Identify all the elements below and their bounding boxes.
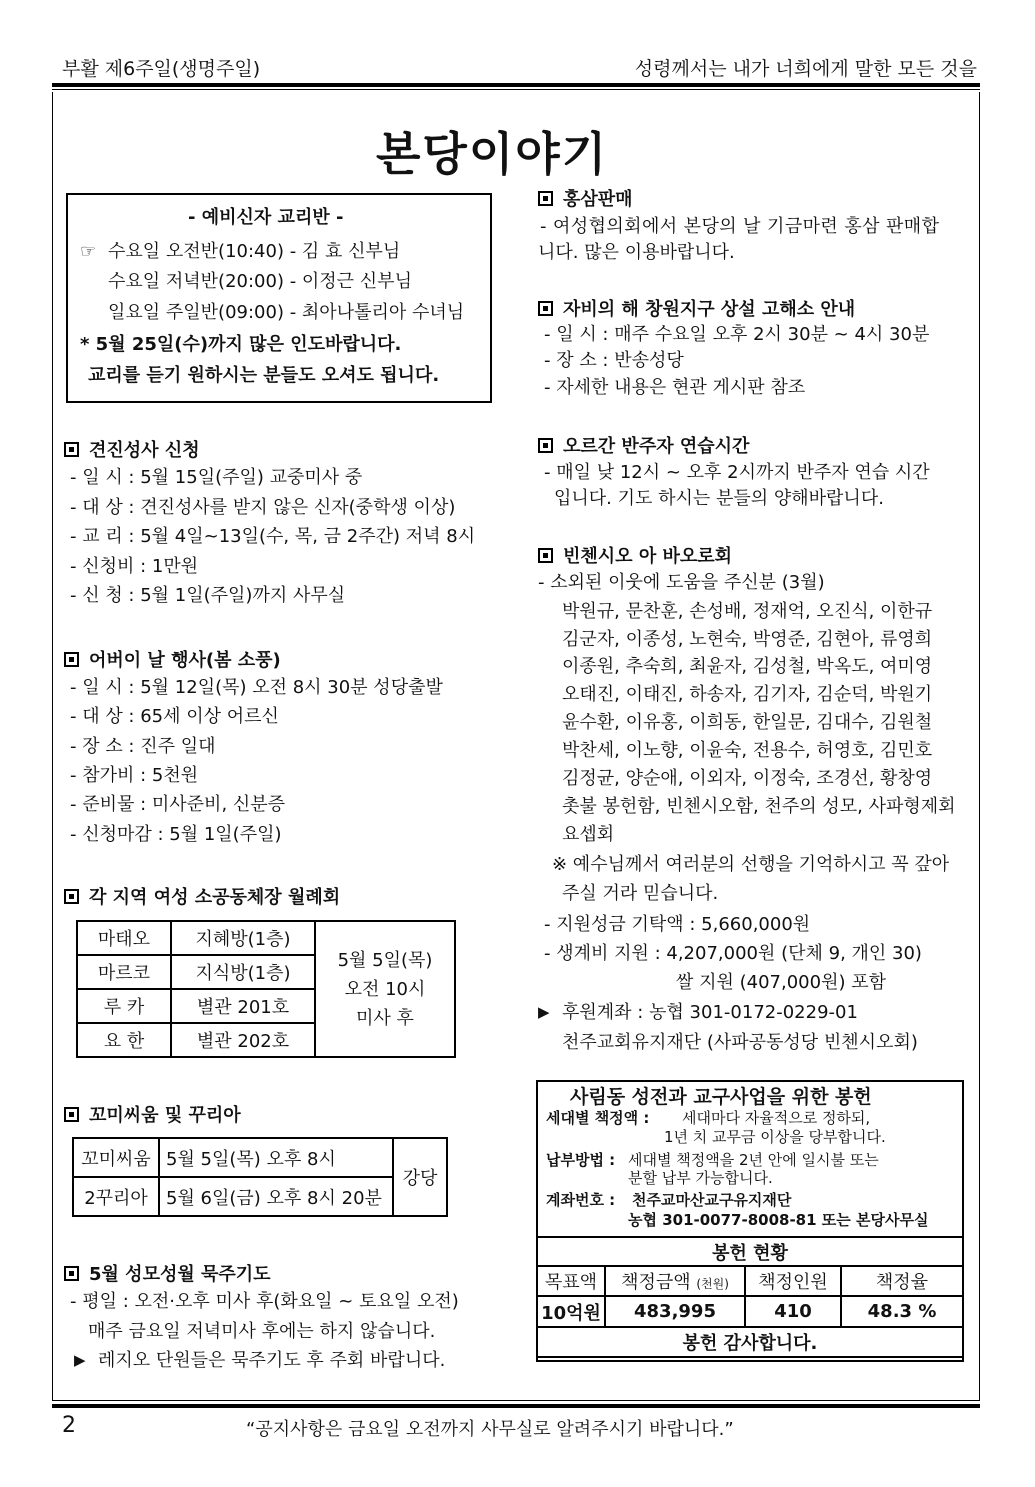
confirmation-line: - 교 리 : 5월 4일~13일(수, 목, 금 2주간) 저녁 8시	[70, 526, 476, 547]
organ-line: - 매일 낮 12시 ~ 오후 2시까지 반주자 연습 시간	[544, 462, 930, 483]
vincent-names: 요셉회	[562, 824, 615, 845]
square-bullet-icon	[64, 1266, 79, 1281]
vincent-account: 후원계좌 : 농협 301-0172-0229-01	[562, 1002, 858, 1023]
frame-top-rule-thin	[52, 89, 980, 90]
square-bullet-icon	[64, 442, 79, 457]
vincent-names: 박찬세, 이노향, 이윤숙, 전용수, 허영호, 김민호	[562, 740, 933, 761]
section-title: 빈첸시오 아 바오로회	[538, 542, 732, 568]
rosary-line: - 평일 : 오전·오후 미사 후(화요일 ~ 토요일 오전)	[70, 1291, 459, 1312]
section-title: 오르간 반주자 연습시간	[538, 432, 749, 458]
vincent-support: - 생계비 지원 : 4,207,000원 (단체 9, 개인 30)	[544, 943, 922, 964]
vincent-names: 촛불 봉헌함, 빈첸시오함, 천주의 성모, 사파형제회	[562, 796, 956, 817]
page-title: 본당이야기	[376, 127, 609, 181]
frame-top-rule	[52, 83, 980, 87]
catechumen-title: - 예비신자 교리반 -	[188, 207, 344, 228]
parents-day-line: - 장 소 : 진주 일대	[70, 736, 216, 757]
status-title: 봉헌 현황	[537, 1237, 963, 1266]
table-cell: 지혜방(1층)	[171, 921, 315, 955]
donation-status-table	[536, 1236, 964, 1358]
catechumen-line: 수요일 저녁반(20:00) - 이정근 신부님	[108, 271, 412, 292]
donation-label: 계좌번호 :	[546, 1191, 616, 1209]
table-header: 목표액	[537, 1266, 605, 1296]
confirmation-line: - 대 상 : 견진성사를 받지 않은 신자(중학생 이상)	[70, 497, 456, 518]
section-title: 홍삼판매	[538, 185, 633, 211]
parents-day-line: - 대 상 : 65세 이상 어르신	[70, 706, 279, 727]
vincent-account: 천주교회유지재단 (사파공동성당 빈첸시오회)	[562, 1032, 918, 1053]
vincent-support: - 지원성금 기탁액 : 5,660,000원	[544, 914, 811, 935]
table-cell: 483,995	[605, 1296, 745, 1327]
donation-text: 세대마다 자율적으로 정하되,	[682, 1109, 871, 1127]
parents-day-line: - 일 시 : 5월 12일(목) 오전 8시 30분 성당출발	[70, 677, 443, 698]
header-left: 부활 제6주일(생명주일)	[62, 58, 261, 80]
vincent-note: ※ 예수님께서 여러분의 선행을 기억하시고 꼭 갚아	[552, 854, 950, 875]
confession-line: - 장 소 : 반송성당	[544, 350, 684, 371]
ginseng-line: 니다. 많은 이용바랍니다.	[538, 242, 735, 263]
donation-thanks: 봉헌 감사합니다.	[537, 1327, 963, 1357]
rosary-line: 매주 금요일 저녁미사 후에는 하지 않습니다.	[88, 1321, 436, 1342]
table-cell: 별관 202호	[171, 1023, 315, 1057]
table-cell: 루 카	[77, 989, 171, 1023]
donation-text: 분할 납부 가능합니다.	[628, 1169, 773, 1187]
donation-label: 세대별 책정액 :	[546, 1109, 650, 1127]
catechumen-note: 교리를 듣기 원하시는 분들도 오셔도 됩니다.	[88, 365, 440, 386]
table-cell: 요 한	[77, 1023, 171, 1057]
section-title: 어버이 날 행사(봄 소풍)	[64, 646, 281, 672]
table-header: 책정인원	[745, 1266, 841, 1296]
square-bullet-icon	[64, 1107, 79, 1122]
table-cell: 48.3 %	[841, 1296, 963, 1327]
hand-icon: ☞	[80, 241, 97, 262]
table-cell: 별관 201호	[171, 989, 315, 1023]
vincent-names: 윤수환, 이유홍, 이희동, 한일문, 김대수, 김원철	[562, 712, 933, 733]
organ-line: 입니다. 기도 하시는 분들의 양해바랍니다.	[554, 488, 884, 509]
table-cell: 마태오	[77, 921, 171, 955]
section-title: 견진성사 신청	[64, 436, 200, 462]
table-cell: 2꾸리아	[73, 1177, 159, 1216]
women-meeting-when: 5월 5일(목) 오전 10시 미사 후	[315, 921, 455, 1057]
kids-table	[72, 1137, 448, 1217]
donation-text: 농협 301-0077-8008-81 또는 본당사무실	[628, 1211, 929, 1229]
catechumen-line: 수요일 오전반(10:40) - 김 효 신부님	[108, 241, 401, 262]
confession-line: - 자세한 내용은 현관 게시판 참조	[544, 377, 806, 398]
frame-bottom-rule-thin	[52, 1400, 980, 1401]
donation-text: 천주교마산교구유지재단	[632, 1191, 792, 1209]
catechumen-note: * 5월 25일(수)까지 많은 인도바랍니다.	[80, 334, 402, 355]
vincent-names: 이종원, 추숙희, 최윤자, 김성철, 박옥도, 여미영	[562, 656, 933, 677]
section-title: 자비의 해 창원지구 상설 고해소 안내	[538, 295, 855, 321]
confirmation-line: - 일 시 : 5월 15일(주일) 교중미사 중	[70, 467, 363, 488]
table-cell: 지식방(1층)	[171, 955, 315, 989]
vincent-intro: - 소외된 이웃에 도움을 주신분 (3월)	[538, 572, 825, 593]
donation-text: 1년 치 교무금 이상을 당부합니다.	[664, 1128, 886, 1146]
confession-line: - 일 시 : 매주 수요일 오후 2시 30분 ~ 4시 30분	[544, 324, 930, 345]
square-bullet-icon	[64, 889, 79, 904]
rosary-line: 레지오 단원들은 묵주기도 후 주회 바랍니다.	[98, 1350, 446, 1371]
vincent-names: 김정균, 양순애, 이외자, 이정숙, 조경선, 황창영	[562, 768, 933, 789]
table-cell: 꼬미씨움	[73, 1138, 159, 1177]
donation-text: 세대별 책정액을 2년 안에 일시불 또는	[628, 1151, 879, 1169]
table-header: 책정율	[841, 1266, 963, 1296]
table-cell: 마르코	[77, 955, 171, 989]
vincent-names: 박원규, 문찬훈, 손성배, 정재억, 오진식, 이한규	[562, 601, 933, 622]
vincent-note: 주실 거라 믿습니다.	[562, 883, 719, 904]
table-cell: 410	[745, 1296, 841, 1327]
confirmation-line: - 신 청 : 5월 1일(주일)까지 사무실	[70, 585, 346, 606]
women-meeting-table	[76, 920, 456, 1058]
footer-quote: “공지사항은 금요일 오전까지 사무실로 알려주시기 바랍니다.”	[246, 1419, 734, 1440]
vincent-support: 쌀 지원 (407,000원) 포함	[676, 972, 886, 993]
table-cell: 강당	[393, 1138, 447, 1216]
square-bullet-icon	[538, 438, 553, 453]
page-number: 2	[62, 1413, 76, 1438]
arrow-icon: ▶	[74, 1351, 86, 1369]
section-title: 각 지역 여성 소공동체장 월례회	[64, 883, 340, 909]
ginseng-line: - 여성협의회에서 본당의 날 기금마련 홍삼 판매합	[540, 216, 940, 237]
parents-day-line: - 신청마감 : 5월 1일(주일)	[70, 824, 282, 845]
frame-bottom-rule	[52, 1404, 980, 1408]
donation-title: 사림동 성전과 교구사업을 위한 봉헌	[570, 1086, 872, 1108]
parents-day-line: - 준비물 : 미사준비, 신분증	[70, 794, 286, 815]
table-cell: 5월 5일(목) 오후 8시	[159, 1138, 393, 1177]
header-right: 성령께서는 내가 너희에게 말한 모든 것을	[634, 58, 977, 80]
table-cell: 10억원	[537, 1296, 605, 1327]
square-bullet-icon	[538, 301, 553, 316]
donation-label: 납부방법 :	[546, 1151, 616, 1169]
section-title: 꼬미씨움 및 꾸리아	[64, 1101, 241, 1127]
square-bullet-icon	[64, 652, 79, 667]
catechumen-line: 일요일 주일반(09:00) - 최아나톨리아 수녀님	[108, 302, 465, 323]
arrow-icon: ▶	[538, 1003, 550, 1021]
parents-day-line: - 참가비 : 5천원	[70, 765, 199, 786]
confirmation-line: - 신청비 : 1만원	[70, 556, 199, 577]
vincent-names: 김군자, 이종성, 노현숙, 박영준, 김현아, 류영희	[562, 629, 933, 650]
table-header: 책정금액 (천원)	[605, 1266, 745, 1296]
table-cell: 5월 6일(금) 오후 8시 20분	[159, 1177, 393, 1216]
square-bullet-icon	[538, 548, 553, 563]
square-bullet-icon	[538, 191, 553, 206]
vincent-names: 오태진, 이태진, 하송자, 김기자, 김순덕, 박원기	[562, 684, 933, 705]
section-title: 5월 성모성월 묵주기도	[64, 1260, 271, 1286]
